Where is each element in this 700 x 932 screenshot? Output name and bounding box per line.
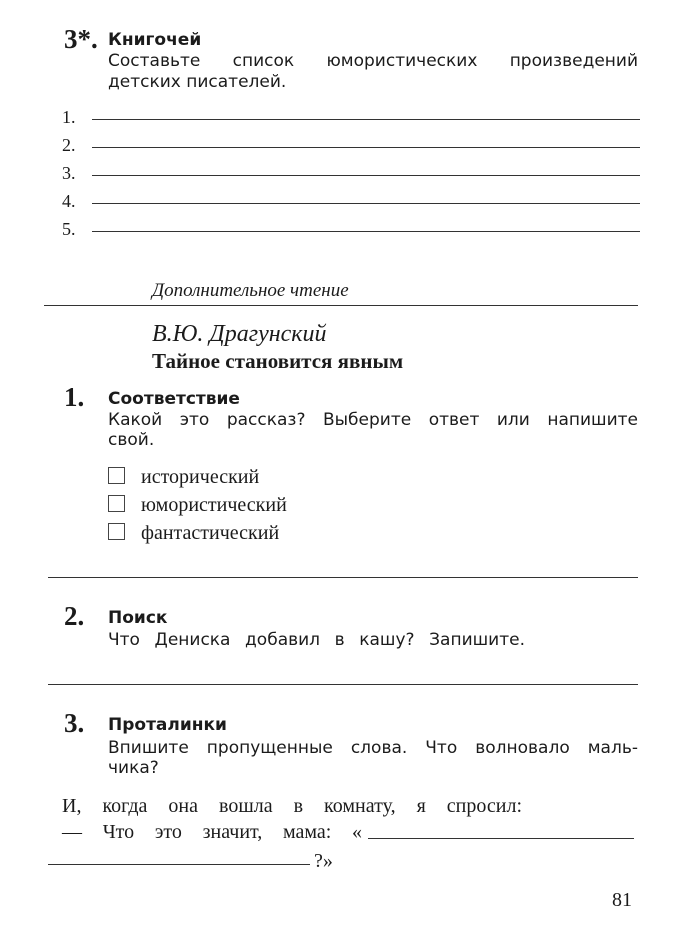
checkbox-icon[interactable] [108, 467, 125, 484]
answer-line-4[interactable] [62, 190, 640, 212]
option-label: исторический [141, 466, 260, 488]
task-title: Соответствие [108, 389, 240, 409]
line-number: 5. [62, 219, 76, 239]
answer-line-5[interactable] [62, 218, 640, 240]
fill-in-blank-2[interactable] [48, 864, 310, 865]
answer-line-1[interactable] [62, 106, 640, 128]
task-text-line: свой. [108, 430, 155, 450]
task-number: 3*. [64, 24, 98, 54]
task-title: Книгочей [108, 30, 202, 50]
excerpt-line-end: ?» [314, 850, 333, 872]
checkbox-icon[interactable] [108, 523, 125, 540]
answer-line-3[interactable] [62, 162, 640, 184]
author-name: В.Ю. Драгунский [152, 321, 327, 347]
page-number: 81 [612, 889, 632, 911]
task-title: Поиск [108, 608, 168, 628]
task-number: 1. [64, 382, 85, 412]
answer-line-porridge[interactable] [48, 684, 638, 685]
story-title: Тайное становится явным [152, 349, 404, 373]
task-text-line: Впишите пропущенные слова. Что волновало маль- [108, 738, 638, 758]
task-text-line: чика? [108, 758, 159, 778]
line-number: 1. [62, 107, 76, 127]
task-text-line: детских писателей. [108, 72, 287, 92]
option-label: юмористический [141, 494, 287, 516]
task-title: Проталинки [108, 715, 227, 735]
excerpt-line: — Что это значит, мама: « [62, 821, 362, 843]
line-number: 3. [62, 163, 76, 183]
task-text-line: Какой это рассказ? Выберите ответ или напишите [108, 410, 638, 430]
task-number: 2. [64, 601, 85, 631]
task-text-line: Составьте список юмористических произведений [108, 51, 638, 71]
answer-line-own[interactable] [48, 577, 638, 578]
option-label: фантастический [141, 522, 280, 544]
checkbox-icon[interactable] [108, 495, 125, 512]
section-divider [44, 305, 638, 306]
answer-line-2[interactable] [62, 134, 640, 156]
line-number: 2. [62, 135, 76, 155]
excerpt-line: И, когда она вошла в комнату, я спросил: [62, 795, 522, 817]
task-number: 3. [64, 708, 85, 738]
section-label: Дополнительное чтение [152, 280, 349, 301]
fill-in-blank-1[interactable] [368, 838, 634, 839]
task-text-line: Что Дениска добавил в кашу? Запишите. [108, 630, 525, 650]
line-number: 4. [62, 191, 76, 211]
